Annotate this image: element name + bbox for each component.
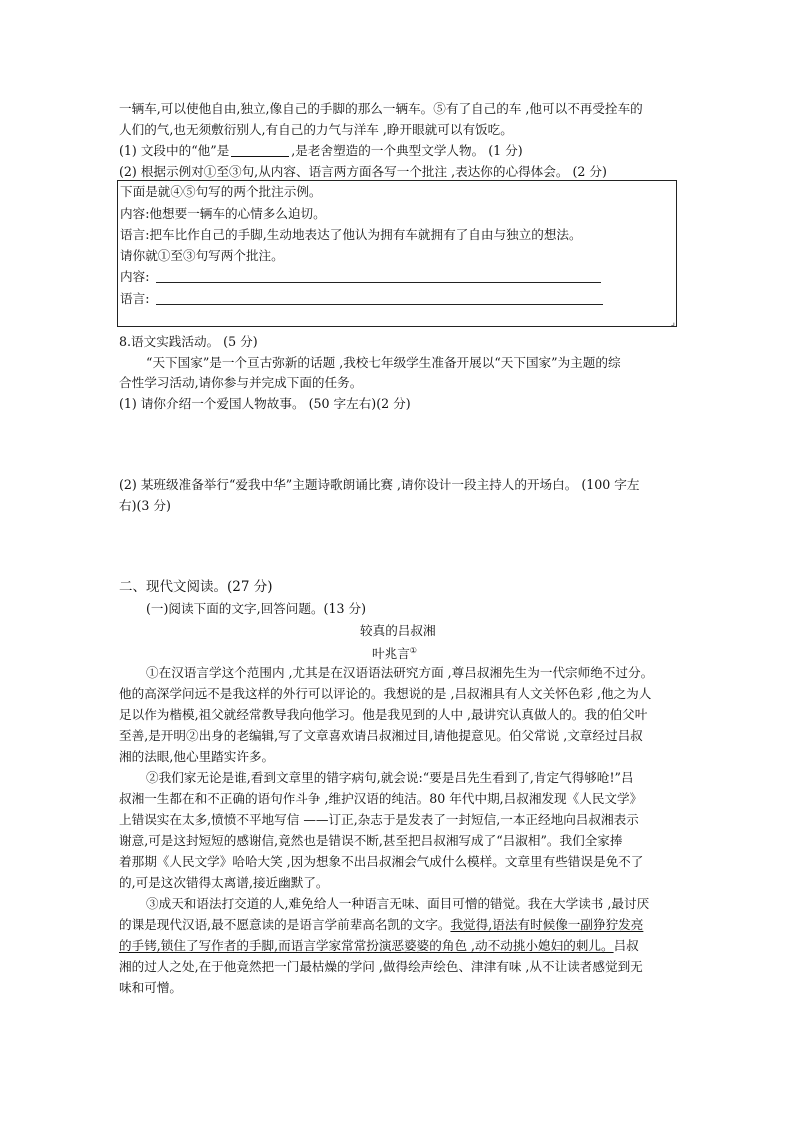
article-text: 吕叔 <box>613 938 639 953</box>
box-line: 内容:他想要一辆车的心情多么迫切。 <box>120 206 326 221</box>
article-line: 他的高深学问远不是我这样的外行可以评论的。我想说的是 ,吕叔湘具有人文关怀色彩 ,他之为人 <box>119 686 652 701</box>
article-line: 上错误实在太多,愤愤不平地写信 ——订正,杂志于是发表了一封短信,一本正经地向吕叔湘表示 <box>119 812 639 827</box>
question-7-2: (2) 根据示例对①至③句,从内容、语言两方面各写一个批注 ,表达你的心得体会。 (2 分) <box>119 164 607 179</box>
language-answer-line[interactable] <box>156 304 603 305</box>
article-line: ②我们家无论是谁,看到文章里的错字病句,就会说:“要是吕先生看到了,肯定气得够呛!”吕 <box>146 770 634 785</box>
underlined-sentence: 的手铐,锁住了写作者的手脚,而语言学家常常扮演恶婆婆的角色 ,动不动挑小媳妇的刺儿。 <box>119 938 614 953</box>
article-line: 味和可憎。 <box>119 980 182 995</box>
box-line: 语言:把车比作自己的手脚,生动地表达了他认为拥有车就拥有了自由与独立的想法。 <box>120 227 582 242</box>
passage-line: 人们的气,也无须敷衍别人,有自己的力气与洋车 ,睁开眼就可以有饭吃。 <box>119 122 513 137</box>
article-line: 足以作为楷模,祖父就经常教导我向他学习。他是我见到的人中 ,最讲究认真做人的。我的伯父叶 <box>119 707 648 722</box>
question-7-1-text: (1) 文段中的“他”是 <box>119 143 230 158</box>
question-7-1-text: ,是老舍塑造的一个典型文学人物。 (1 分) <box>291 143 523 158</box>
passage-line: 一辆车,可以使他自由,独立,像自己的手脚的那么一辆车。⑤有了自己的车 ,他可以不再受拴车的 <box>119 101 643 116</box>
article-line: 至善,是开明②出身的老编辑,写了文章喜欢请吕叔湘过目,请他提意见。伯父常说 ,文章经过吕叔 <box>119 728 643 743</box>
footnote-marker: ① <box>409 646 417 655</box>
section-title: 二、现代文阅读。(27 分) <box>119 579 273 595</box>
annotation-box <box>117 180 677 327</box>
question-8-intro: “天下国家”是一个亘古弥新的话题 ,我校七年级学生准备开展以“天下国家”为主题的综 <box>146 355 621 370</box>
article-line: 谢意,可是这封短短的感谢信,竟然也是错误不断,甚至把吕叔湘写成了“吕淑相”。我们全家捧 <box>119 833 623 848</box>
article-line: 湘的过人之处,在于他竟然把一门最枯燥的学问 ,做得绘声绘色、津津有味 ,从不让读者感觉到无 <box>119 959 643 974</box>
article-line <box>119 917 643 933</box>
content-label: 内容: <box>120 269 150 284</box>
question-8-intro: 合性学习活动,请你参与并完成下面的任务。 <box>119 375 363 390</box>
box-line: 请你就①至③句写两个批注。 <box>120 248 284 263</box>
article-title: 较真的吕叔湘 <box>360 623 436 638</box>
article-author <box>372 643 417 662</box>
question-8-2: (2) 某班级准备举行“爱我中华”主题诗歌朗诵比赛 ,请你设计一段主持人的开场白。 (100 字左 <box>119 477 640 492</box>
article-line: 叔湘一生都在和不正确的语句作斗争 ,维护汉语的纯洁。80 年代中期,吕叔湘发现《人民文学》 <box>119 791 643 806</box>
box-line: 下面是就④⑤句写的两个批注示例。 <box>120 184 322 199</box>
article-line: ①在汉语言学这个范围内 ,尤其是在汉语语法研究方面 ,尊吕叔湘先生为一代宗师绝不过分。 <box>146 665 654 680</box>
question-8-1: (1) 请你介绍一个爱国人物故事。 (50 字左右)(2 分) <box>119 396 411 411</box>
article-text: 的课是现代汉语,最不愿意读的是语言学前辈高名凯的文字。 <box>119 917 451 932</box>
underlined-sentence: 我觉得,语法有时候像一副狰狞发亮 <box>450 917 644 932</box>
article-line <box>119 938 639 954</box>
question-8-2: 右)(3 分) <box>119 498 171 513</box>
article-line: ③成天和语法打交道的人,难免给人一种语言无味、面目可憎的错觉。我在大学读书 ,最讨厌 <box>146 896 650 911</box>
answer-blank[interactable] <box>231 144 289 157</box>
section-subtitle: (一)阅读下面的文字,回答问题。(13 分) <box>146 601 366 616</box>
article-line: 着那期《人民文学》哈哈大笑 ,因为想象不出吕叔湘会气成什么模样。文章里有些错误是免不了 <box>119 854 644 869</box>
language-label: 语言: <box>120 291 150 306</box>
question-7-1 <box>119 143 523 159</box>
article-line: 的,可是这次错得太离谱,接近幽默了。 <box>119 875 329 890</box>
question-8-title: 8.语文实践活动。 (5 分) <box>119 334 258 349</box>
resize-corner-icon: ⌟ <box>670 318 675 328</box>
article-line: 湘的法眼,他心里踏实许多。 <box>119 749 275 764</box>
author-name: 叶兆言 <box>372 646 410 662</box>
content-answer-line[interactable] <box>156 282 601 283</box>
